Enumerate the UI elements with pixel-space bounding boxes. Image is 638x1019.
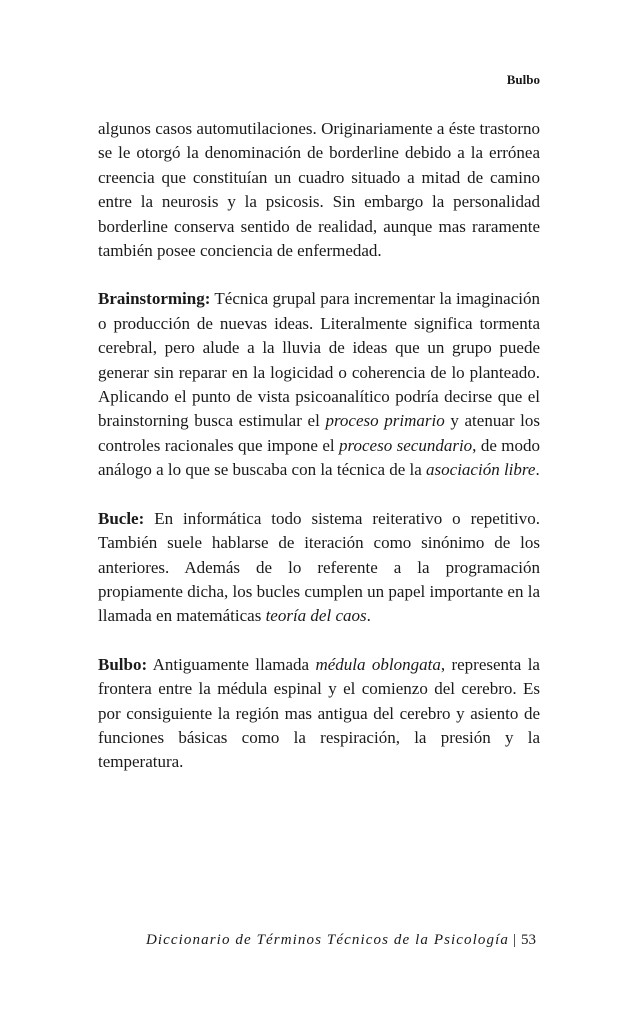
footer-separator: | bbox=[512, 932, 516, 948]
entry-3-term: Bulbo: bbox=[98, 654, 148, 674]
entry-1-ref-proceso-secundario: proceso secundario bbox=[339, 435, 473, 455]
running-header: Bulbo bbox=[506, 72, 540, 87]
entry-bulbo bbox=[98, 653, 540, 775]
entry-1-text-2: , de modo análogo a lo que se buscaba con la técnica de la bbox=[98, 435, 540, 480]
entry-1-text-3: . bbox=[535, 460, 540, 480]
entry-2-ref-teoria-del-caos: teoría del caos bbox=[265, 606, 367, 626]
entry-1-term: Brainstorming: bbox=[98, 289, 211, 309]
entry-3-text-0: Antiguamente llamada bbox=[147, 654, 316, 674]
entry-bucle bbox=[98, 507, 540, 629]
entry-brainstorming bbox=[98, 287, 540, 482]
entry-0-text-0: algunos casos automutilaciones. Originariamente a éste trastorno se le otorgó la denominación de borderline debido a la errónea creencia que constituían un cuadro situado a mitad de camino entre la neurosis y la psicosis. Sin embargo la personalidad borderline conserva sentido de realidad, aunque mas raramente también posee conciencia de enfermedad. bbox=[98, 119, 540, 261]
entry-2-term: Bucle: bbox=[98, 508, 145, 528]
entry-2-text-0: En informática todo sistema reiterativo o repetitivo. También suele hablarse de iteración como sinónimo de los anteriores. Además de lo referente a la programación propiamente dicha, los bucles cumplen un papel importante en la llamada en matemáticas bbox=[98, 508, 540, 626]
page-footer bbox=[146, 932, 536, 949]
entry-1-text-0: Técnica grupal para incrementar la imaginación o producción de nuevas ideas. Literalmente significa tormenta cerebral, pero alude a la lluvia de ideas que un grupo puede generar sin reparar en la logicidad o coherencia de lo planteado. Aplicando el punto de vista psicoanalítico podría decirse que el brainstorning busca estimular el bbox=[98, 289, 540, 431]
footer-book-title: Diccionario de Términos Técnicos de la Psicología bbox=[145, 932, 509, 948]
dictionary-content bbox=[98, 117, 540, 775]
entry-continuation bbox=[98, 117, 540, 263]
page-number: 53 bbox=[521, 932, 536, 948]
entry-1-text-1: y atenuar los controles racionales que impone el bbox=[98, 411, 541, 455]
entry-1-ref-proceso-primario: proceso primario bbox=[325, 411, 445, 431]
entry-3-text-1: , representa la frontera entre la médula espinal y el comienzo del cerebro. Es por consiguiente la región mas antigua del cerebro y asiento de funciones básicas como la respiración, la presión y la temperatura. bbox=[98, 654, 540, 772]
entry-3-ref-medula-oblongata: médula oblongata bbox=[315, 654, 441, 674]
entry-1-ref-asociacion-libre: asociación libre bbox=[426, 460, 536, 480]
entry-2-text-1: . bbox=[366, 606, 371, 626]
